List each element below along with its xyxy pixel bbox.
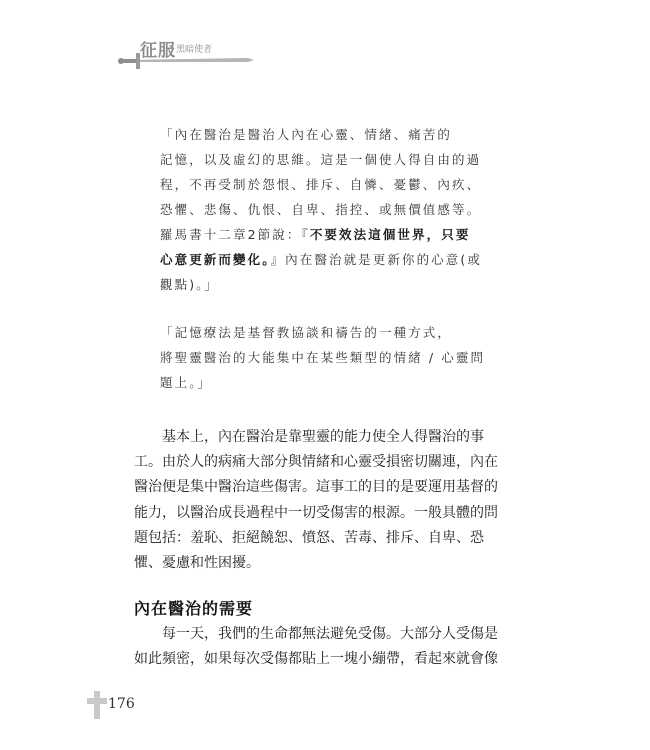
book-logo	[118, 36, 258, 76]
quote-line	[160, 247, 482, 272]
body-line: 懼、憂慮和性困擾。	[134, 554, 260, 571]
body-line: 如此頻密，如果每次受傷都貼上一塊小繃帶，看起來就會像	[134, 651, 498, 668]
body-line: 醫治便是集中醫治這些傷害。這事工的目的是要運用基督的	[134, 479, 498, 496]
quote-line: 程，不再受制於怨恨、排斥、自憐、憂鬱、內疚、	[160, 177, 482, 192]
body-line: 基本上，內在醫治是靠聖靈的能力使全人得醫治的事	[134, 429, 484, 445]
body-line: 題包括：羞恥、拒絕饒恕、憤怒、苦毒、排斥、自卑、恐	[134, 529, 484, 546]
body-line: 每一天，我們的生命都無法避免受傷。大部分人受傷是	[134, 626, 498, 642]
logo-title: 征服	[140, 41, 176, 61]
quote-line: 記憶，以及虛幻的思維。這是一個使人得自由的過	[160, 152, 482, 167]
page-number: 176	[108, 696, 135, 712]
quote-line: 「記憶療法是基督教協談和禱告的一種方式，	[160, 325, 453, 340]
section-paragraph	[134, 622, 498, 672]
page-footer	[86, 690, 166, 720]
quote-line: 「內在醫治是醫治人內在心靈、情緒、痛苦的	[160, 127, 453, 142]
quote-text: 羅馬書十二章2節說：『	[160, 227, 310, 242]
quote-block-1	[160, 122, 482, 297]
quote-line	[160, 222, 482, 247]
body-line: 工。由於人的病痛大部分與情緒和心靈受損密切關連，內在	[134, 454, 498, 471]
section-heading: 內在醫治的需要	[134, 599, 254, 618]
quote-block-2	[160, 320, 485, 395]
quote-line: 將聖靈醫治的大能集中在某些類型的情緒 / 心靈問	[160, 350, 486, 365]
cross-icon	[86, 690, 108, 720]
scripture-quote: 心意更新而變化。	[160, 252, 271, 267]
quote-line: 恐懼、悲傷、仇恨、自卑、指控、或無價值感等。	[160, 202, 482, 217]
quote-line: 觀點)。」	[160, 277, 220, 292]
body-paragraph	[134, 425, 498, 576]
body-line: 能力，以醫治成長過程中一切受傷害的根源。一般具體的問	[134, 504, 498, 521]
logo-subtitle: 黑暗使者	[176, 45, 213, 55]
scripture-quote: 不要效法這個世界，只要	[309, 227, 471, 242]
quote-line: 題上。」	[160, 375, 213, 390]
quote-text: 』內在醫治就是更新你的心意(或	[270, 252, 482, 267]
